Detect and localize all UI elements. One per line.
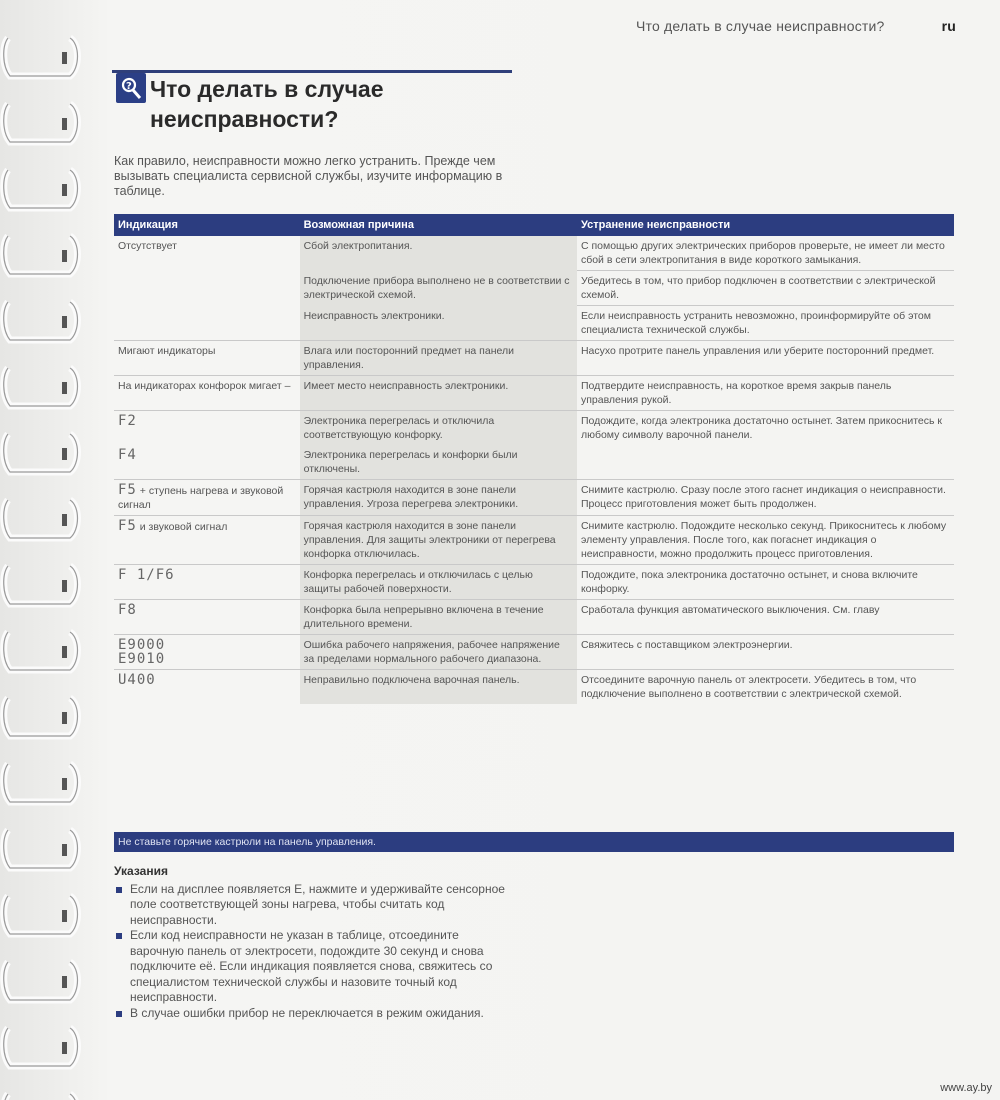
indication-cell [114, 600, 300, 635]
cause-cell: Неисправность электроники. [300, 306, 577, 341]
title-rule [112, 70, 512, 73]
table-row [114, 411, 954, 446]
indication-cell [114, 565, 300, 600]
cause-cell: Электроника перегрелась и отключила соответствующую конфорку. [300, 411, 577, 446]
punch-hole [62, 910, 67, 922]
running-header [636, 18, 956, 34]
punch-hole [62, 712, 67, 724]
running-title: Что делать в случае неисправности? [636, 18, 885, 34]
cause-cell: Ошибка рабочего напряжения, рабочее напряжение за пределами нормального рабочего диапазона. [300, 635, 577, 670]
cause-cell: Конфорка перегрелась и отключилась с целью защиты рабочей поверхности. [300, 565, 577, 600]
error-code: F5 [118, 482, 137, 498]
notes-section [114, 864, 514, 1021]
indication-cell [114, 516, 300, 565]
remedy-cell: Снимите кастрюлю. Сразу после этого гаснет индикация о неисправности. Процесс приготовления может быть продолжен. [577, 480, 954, 516]
watermark: www.ay.by [940, 1082, 992, 1094]
notes-heading: Указания [114, 864, 168, 878]
list-item: В случае ошибки прибор не переключается в режим ожидания. [114, 1006, 514, 1022]
error-code: U400 [118, 672, 156, 688]
punch-hole [62, 778, 67, 790]
cause-cell: Влага или посторонний предмет на панели управления. [300, 341, 577, 376]
punch-hole [62, 316, 67, 328]
error-code: E9010 [118, 651, 166, 667]
punch-hole [62, 382, 67, 394]
indication-cell [114, 306, 300, 341]
table-row [114, 670, 954, 705]
punch-hole [62, 976, 67, 988]
table-row [114, 306, 954, 341]
fault-table [114, 214, 954, 704]
table-row [114, 516, 954, 565]
remedy-cell: Сработала функция автоматического выключения. См. главу [577, 600, 954, 635]
punch-hole [62, 250, 67, 262]
warning-bar: Не ставьте горячие кастрюли на панель управления. [114, 832, 954, 852]
remedy-cell: Подтвердите неисправность, на короткое время закрыв панель управления рукой. [577, 376, 954, 411]
error-code: F4 [118, 447, 137, 463]
troubleshoot-icon [116, 73, 146, 103]
language-code: ru [941, 18, 956, 34]
table-row [114, 445, 954, 480]
intro-text: Как правило, неисправности можно легко устранить. Прежде чем вызывать специалиста сервисной службы, изучите информацию в таблице. [114, 154, 503, 198]
col-header-remedy: Устранение неисправности [577, 214, 954, 236]
table-row [114, 600, 954, 635]
cause-cell: Подключение прибора выполнено не в соответствии с электрической схемой. [300, 271, 577, 306]
cause-cell: Горячая кастрюля находится в зоне панели управления. Угроза перегрева электроники. [300, 480, 577, 516]
punch-hole [62, 514, 67, 526]
col-header-indication: Индикация [114, 214, 300, 236]
cause-cell: Неправильно подключена варочная панель. [300, 670, 577, 705]
error-code: F 1/F6 [118, 567, 175, 583]
punch-hole [62, 448, 67, 460]
table-row [114, 341, 954, 376]
spiral-binding [0, 0, 95, 1100]
indication-cell [114, 271, 300, 306]
punch-hole [62, 118, 67, 130]
punch-hole [62, 646, 67, 658]
punch-hole [62, 844, 67, 856]
remedy-cell: Свяжитесь с поставщиком электроэнергии. [577, 635, 954, 670]
table-row [114, 376, 954, 411]
remedy-cell: Убедитесь в том, что прибор подключен в соответствии с электрической схемой. [577, 271, 954, 306]
cause-cell: Имеет место неисправность электроники. [300, 376, 577, 411]
remedy-cell: Подождите, пока электроника достаточно остынет, и снова включите конфорку. [577, 565, 954, 600]
indication-suffix: и звуковой сигнал [136, 521, 228, 533]
remedy-cell: Если неисправность устранить невозможно, проинформируйте об этом специалиста технической службы. [577, 306, 954, 341]
table-row [114, 480, 954, 516]
indication-cell: Мигают индикаторы [114, 341, 300, 376]
binding-ring-edge [4, 1094, 78, 1100]
punch-hole [62, 1042, 67, 1054]
indication-suffix: + ступень нагрева и звуковой сигнал [118, 485, 284, 511]
cause-cell: Сбой электропитания. [300, 236, 577, 271]
remedy-cell: Подождите, когда электроника достаточно остынет. Затем прикоснитесь к любому символу варочной панели. [580, 415, 942, 441]
list-item: Если код неисправности не указан в таблице, отсоедините варочную панель от электросети, подождите 30 секунд и снова подключите её. Если индикация появляется снова, свяжитесь со специалистом технической службы и назовите точный код неисправности. [114, 928, 514, 1006]
cause-cell: Конфорка была непрерывно включена в течение длительного времени. [300, 600, 577, 635]
cause-cell: Электроника перегрелась и конфорки были отключены. [300, 445, 577, 480]
indication-cell [114, 635, 300, 670]
table-row [114, 236, 954, 271]
indication-cell [114, 445, 300, 480]
error-code: F5 [118, 518, 137, 534]
page-title: Что делать в случае неисправности? [150, 76, 384, 132]
table-header-row [114, 214, 954, 236]
remedy-cell: Отсоедините варочную панель от электросети. Убедитесь в том, что подключение выполнено в соответствии с электрической схемой. [580, 674, 917, 700]
remedy-cell: Снимите кастрюлю. Подождите несколько секунд. Прикоснитесь к любому элементу управления. После того, как погаснет индикация о неисправности, можно продолжить процесс приготовления. [577, 516, 954, 565]
indication-cell: На индикаторах конфорок мигает – [114, 376, 300, 411]
error-code: F2 [118, 413, 137, 429]
error-code: E9000 [118, 637, 166, 653]
indication-cell [114, 411, 300, 446]
binding-ring [4, 1094, 78, 1100]
svg-text:?: ? [126, 81, 132, 92]
table-row [114, 565, 954, 600]
punch-hole [62, 580, 67, 592]
error-code: F8 [118, 602, 137, 618]
indication-cell [114, 480, 300, 516]
remedy-cell: Насухо протрите панель управления или уберите посторонний предмет. [577, 341, 954, 376]
punch-hole [62, 52, 67, 64]
punch-hole [62, 184, 67, 196]
cause-cell: Горячая кастрюля находится в зоне панели управления. Для защиты электроники от перегрева конфорка отключилась. [300, 516, 577, 565]
list-item: Если на дисплее появляется E, нажмите и удерживайте сенсорное поле соответствующей зоны нагрева, чтобы считать код неисправности. [114, 882, 514, 929]
indication-cell [114, 670, 300, 705]
remedy-cell: С помощью других электрических приборов проверьте, не имеет ли место сбой в сети электропитания в виде короткого замыкания. [577, 236, 954, 271]
table-row [114, 635, 954, 670]
col-header-cause: Возможная причина [300, 214, 577, 236]
notes-list [114, 882, 514, 1022]
remedy-cell [577, 445, 954, 480]
table-row [114, 271, 954, 306]
indication-cell: Отсутствует [118, 240, 177, 252]
